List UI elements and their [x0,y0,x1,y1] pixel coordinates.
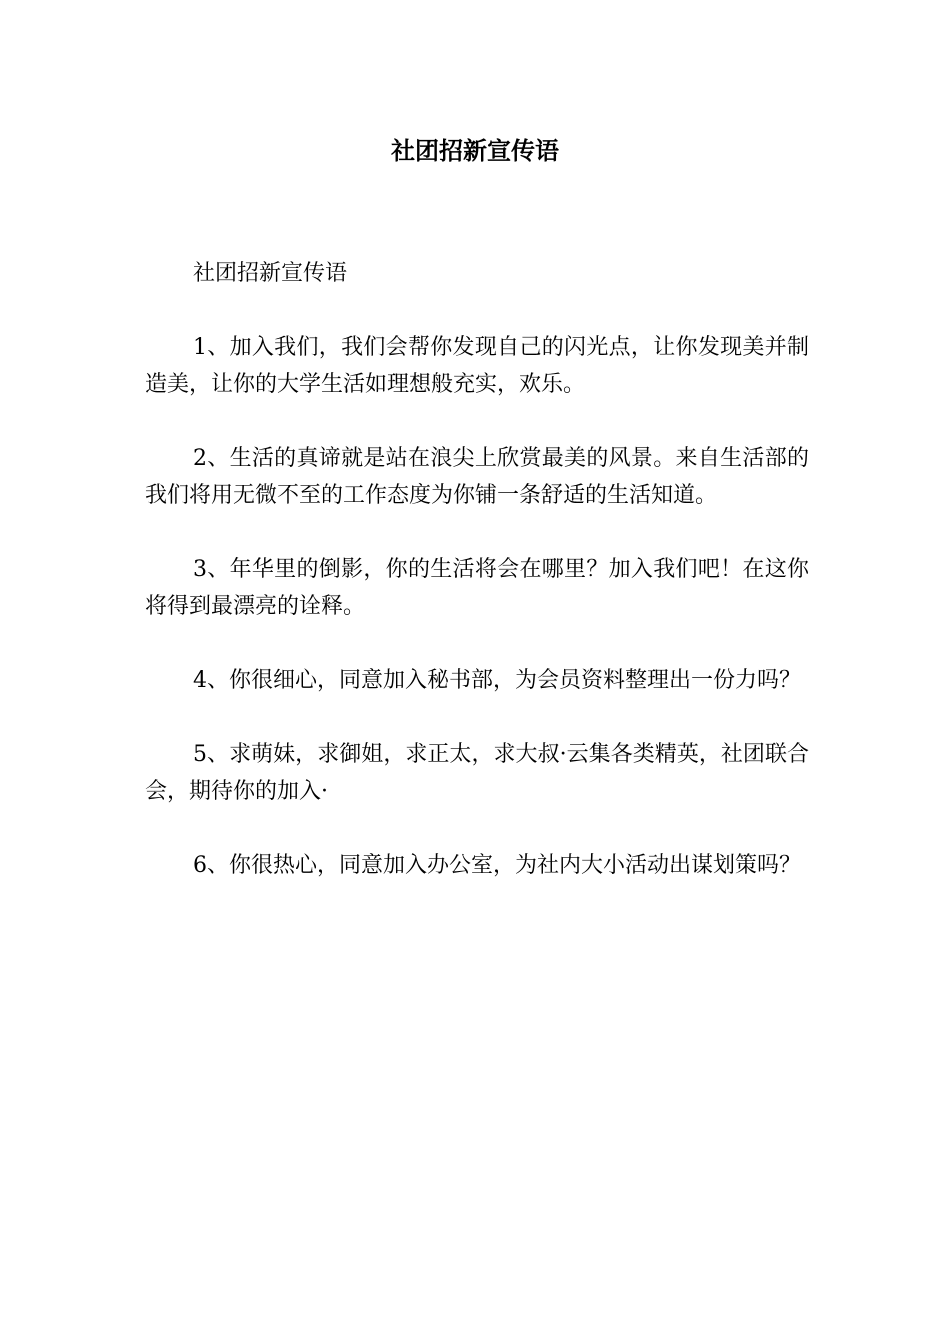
paragraph-6: 6、你很热心，同意加入办公室，为社内大小活动出谋划策吗？ [193,853,801,878]
paragraph-3: 3、年华里的倒影，你的生活将会在哪里？加入我们吧！在这你将得到最漂亮的诠释。 [145,557,809,619]
paragraph-2: 2、生活的真谛就是站在浪尖上欣赏最美的风景。来自生活部的我们将用无微不至的工作态度为你铺一条舒适的生活知道。 [145,446,809,508]
paragraph-4: 4、你很细心，同意加入秘书部，为会员资料整理出一份力吗？ [193,668,801,693]
paragraph-heading: 社团招新宣传语 [193,261,348,286]
document-title: 社团招新宣传语 [391,136,559,165]
paragraph-5: 5、求萌妹，求御姐，求正太，求大叔·云集各类精英，社团联合会，期待你的加入· [145,742,809,804]
document-body [145,255,809,921]
paragraph-1: 1、加入我们，我们会帮你发现自己的闪光点，让你发现美并制造美，让你的大学生活如理想般充实，欢乐。 [145,335,809,397]
